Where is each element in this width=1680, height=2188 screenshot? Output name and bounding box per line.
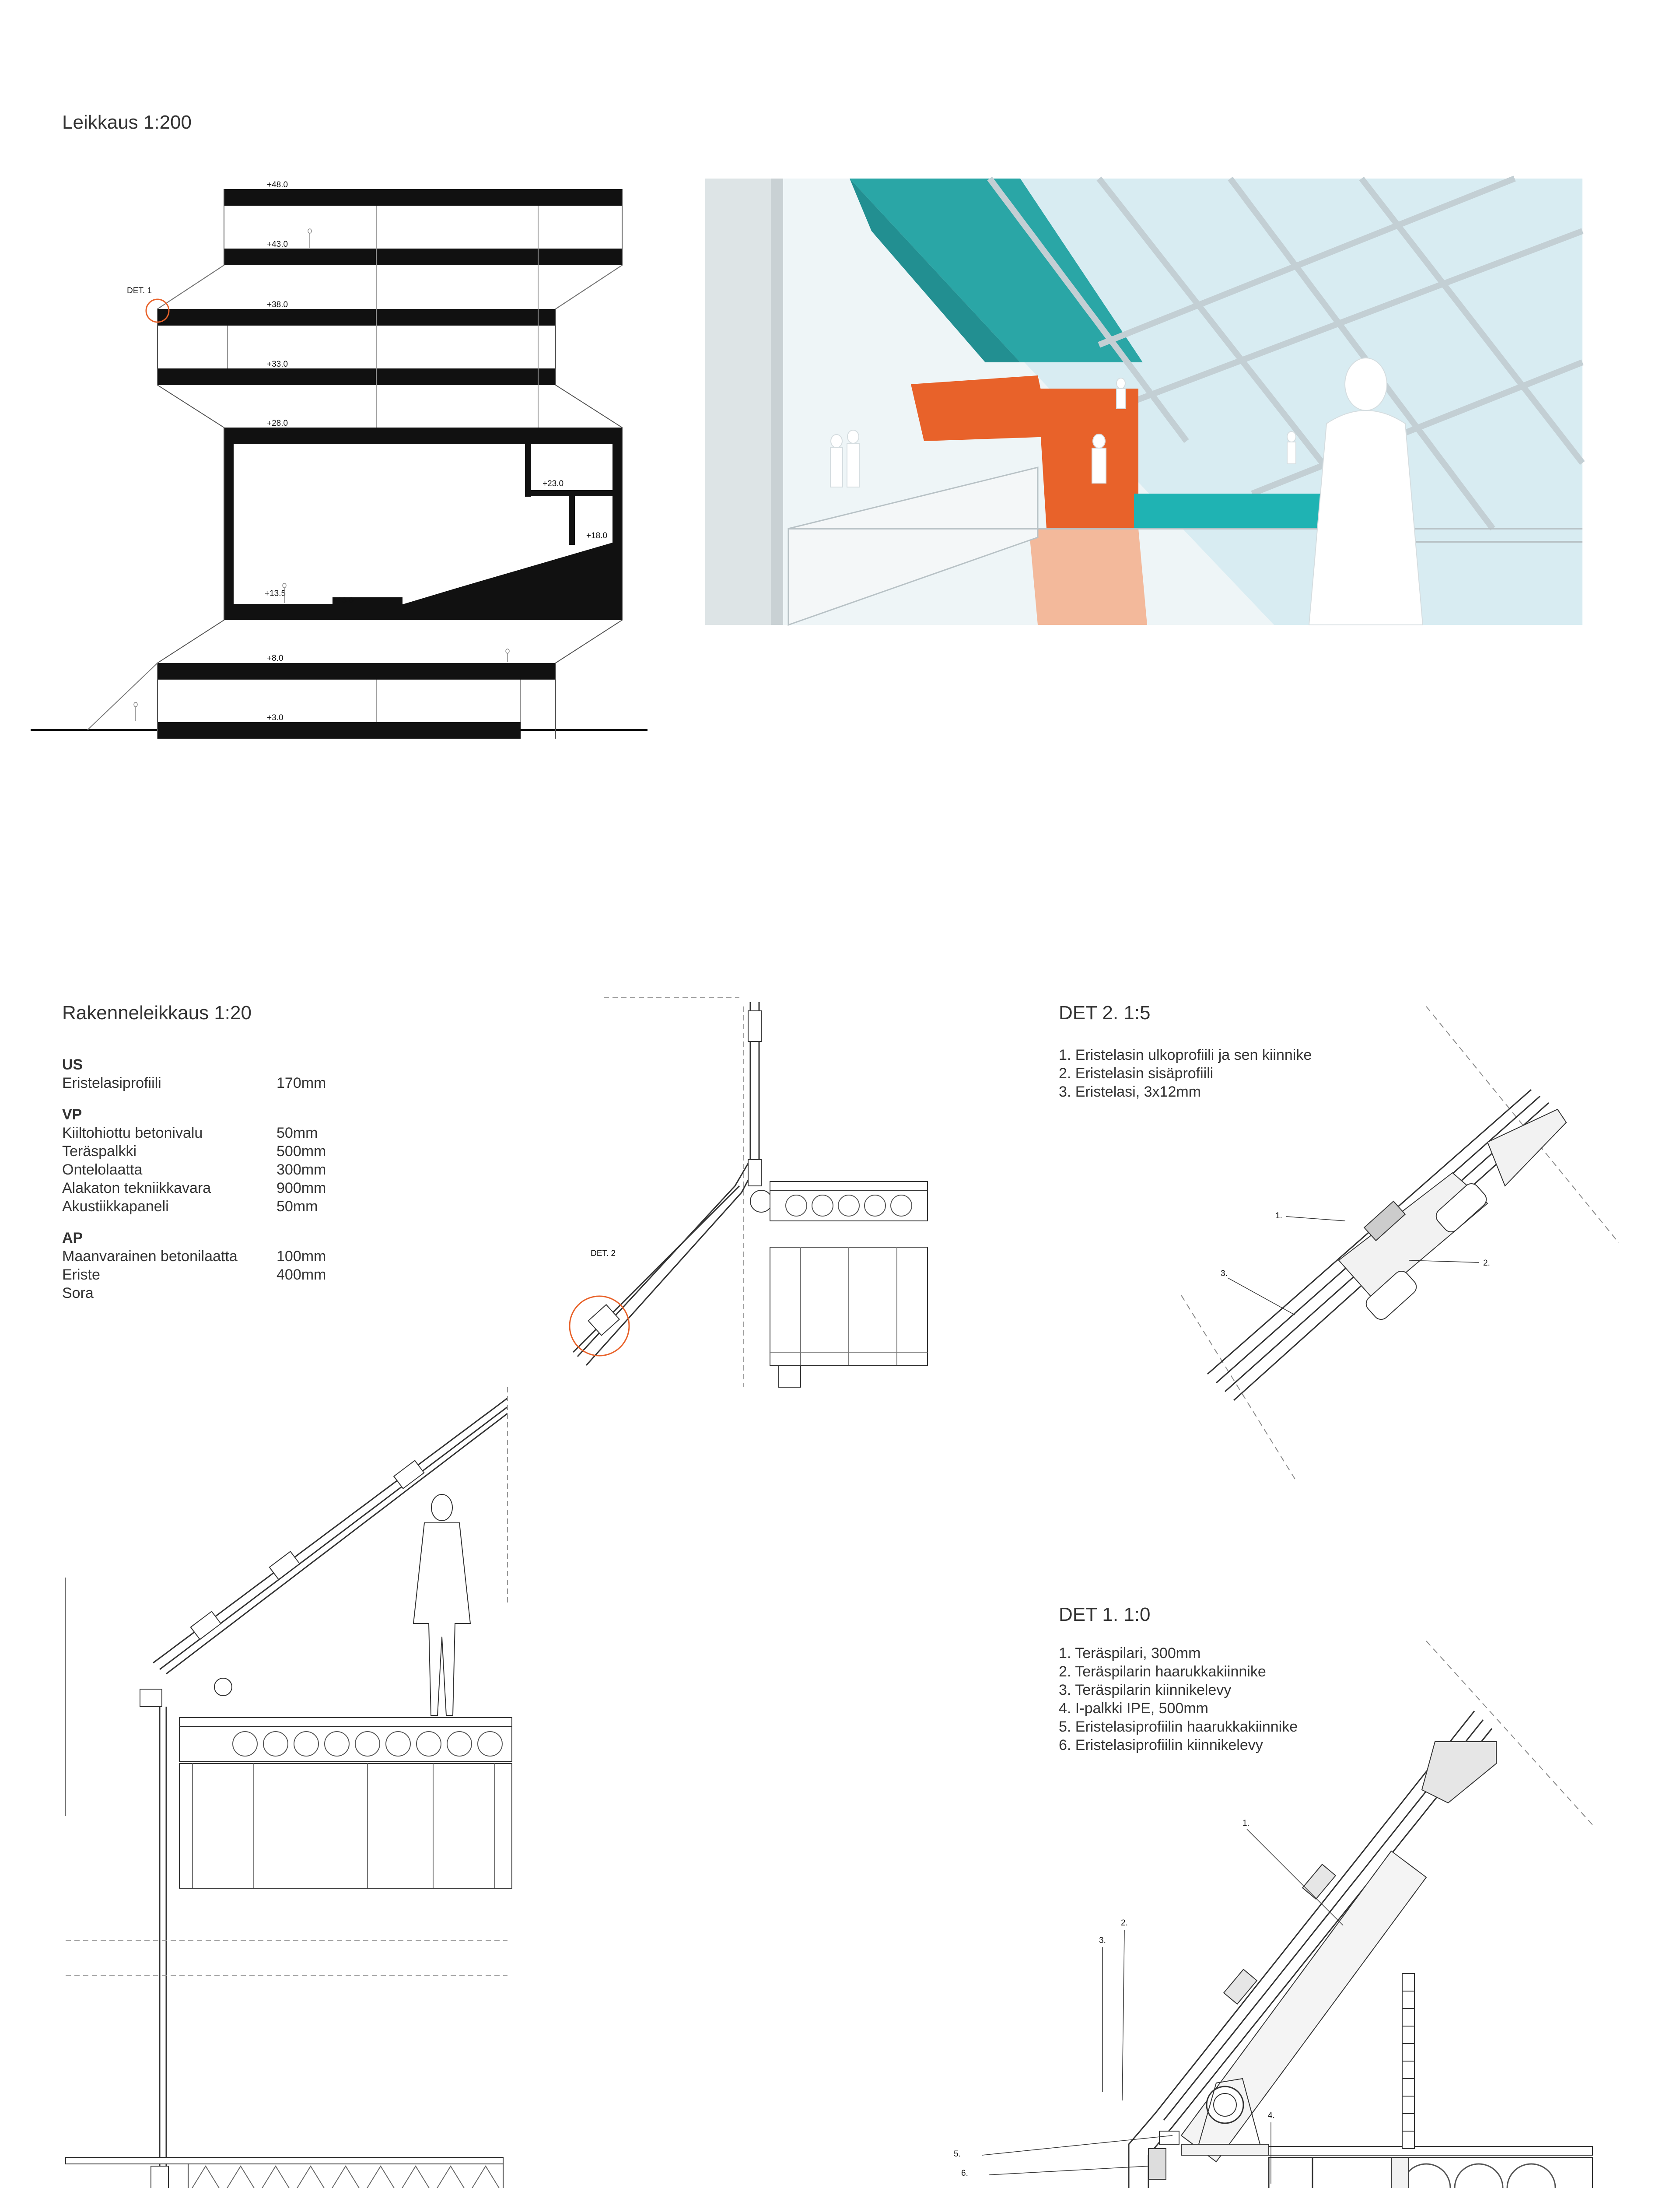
det1-item: 1. Teräspilari, 300mm — [1059, 1645, 1201, 1662]
det2-drawing — [1094, 998, 1645, 1488]
det1-item: 5. Eristelasiprofiilin haarukkakiinnike — [1059, 1718, 1298, 1735]
person-figure — [413, 1494, 470, 1715]
spec-row: Kiiltohiottu betonivalu 50mm — [62, 1125, 318, 1141]
spec-row: Sora — [62, 1285, 94, 1301]
group-us: US — [62, 1056, 83, 1073]
spec-row: Teräspalkki 500mm — [62, 1143, 326, 1160]
spec-row: Eriste 400mm — [62, 1266, 326, 1283]
level-8: +8.0 — [267, 654, 284, 663]
slab-28 — [224, 428, 622, 444]
level-48: +48.0 — [267, 180, 288, 189]
det1-marker: DET. 1 — [127, 286, 152, 295]
det2-callout-1: 1. — [1275, 1211, 1282, 1220]
level-23: +23.0 — [542, 479, 564, 488]
slab-48 — [224, 189, 622, 206]
slab-33 — [158, 368, 556, 385]
slab-43 — [224, 249, 622, 265]
det2-callout-2: 2. — [1483, 1259, 1490, 1268]
det2-item: 1. Eristelasin ulkoprofiili ja sen kiinnike — [1059, 1047, 1312, 1063]
level-38: +38.0 — [267, 300, 288, 309]
group-vp: VP — [62, 1106, 82, 1123]
spec-row: Eristelasiprofiili 170mm — [62, 1075, 326, 1091]
det1-callout-1: 1. — [1242, 1819, 1250, 1828]
structure-title: Rakenneleikkaus 1:20 — [62, 1002, 252, 1024]
aud-wall-right — [612, 428, 622, 620]
det1-drawing — [910, 1619, 1592, 2188]
level-33: +33.0 — [267, 360, 288, 369]
aud-floor — [224, 604, 622, 620]
spec-row: Ontelolaatta 300mm — [62, 1161, 326, 1178]
level-28: +28.0 — [267, 419, 288, 428]
spec-row: Akustiikkapaneli 50mm — [62, 1198, 318, 1215]
aud-wall-left — [224, 428, 234, 620]
level-13: +13.0 — [332, 596, 354, 605]
slab-8 — [158, 663, 556, 680]
det1-item: 3. Teräspilarin kiinnikelevy — [1059, 1682, 1232, 1698]
det2-marker: DET. 2 — [591, 1249, 616, 1258]
det2-item: 3. Eristelasi, 3x12mm — [1059, 1083, 1201, 1100]
det1-item: 2. Teräspilarin haarukkakiinnike — [1059, 1663, 1266, 1680]
det1-title: DET 1. 1:0 — [1059, 1604, 1151, 1625]
slab-3 — [158, 722, 521, 739]
level-18: +18.0 — [586, 531, 608, 540]
building-section-drawing — [26, 166, 682, 814]
section-title: Leikkaus 1:200 — [62, 112, 192, 133]
spec-row: Maanvarainen betonilaatta 100mm — [62, 1248, 326, 1265]
interior-render — [705, 179, 1582, 625]
det1-callout-5: 5. — [954, 2149, 961, 2159]
structural-section-drawing — [61, 993, 980, 2188]
det1-item: 6. Eristelasiprofiilin kiinnikelevy — [1059, 1737, 1263, 1753]
level-3: +3.0 — [267, 713, 284, 722]
det1-item: 4. I-palkki IPE, 500mm — [1059, 1700, 1209, 1717]
spec-row: Alakaton tekniikkavara 900mm — [62, 1180, 326, 1196]
det1-callout-4: 4. — [1268, 2111, 1275, 2120]
det1-callout-2: 2. — [1121, 1918, 1128, 1928]
det1-callout-3: 3. — [1099, 1936, 1106, 1945]
det2-item: 2. Eristelasin sisäprofiili — [1059, 1065, 1214, 1082]
det1-callout-6: 6. — [961, 2169, 968, 2178]
slab-38 — [158, 309, 556, 326]
det2-callout-3: 3. — [1221, 1269, 1228, 1278]
group-ap: AP — [62, 1230, 83, 1246]
level-13-5: +13.5 — [265, 589, 286, 598]
det2-title: DET 2. 1:5 — [1059, 1002, 1151, 1024]
level-43: +43.0 — [267, 240, 288, 249]
